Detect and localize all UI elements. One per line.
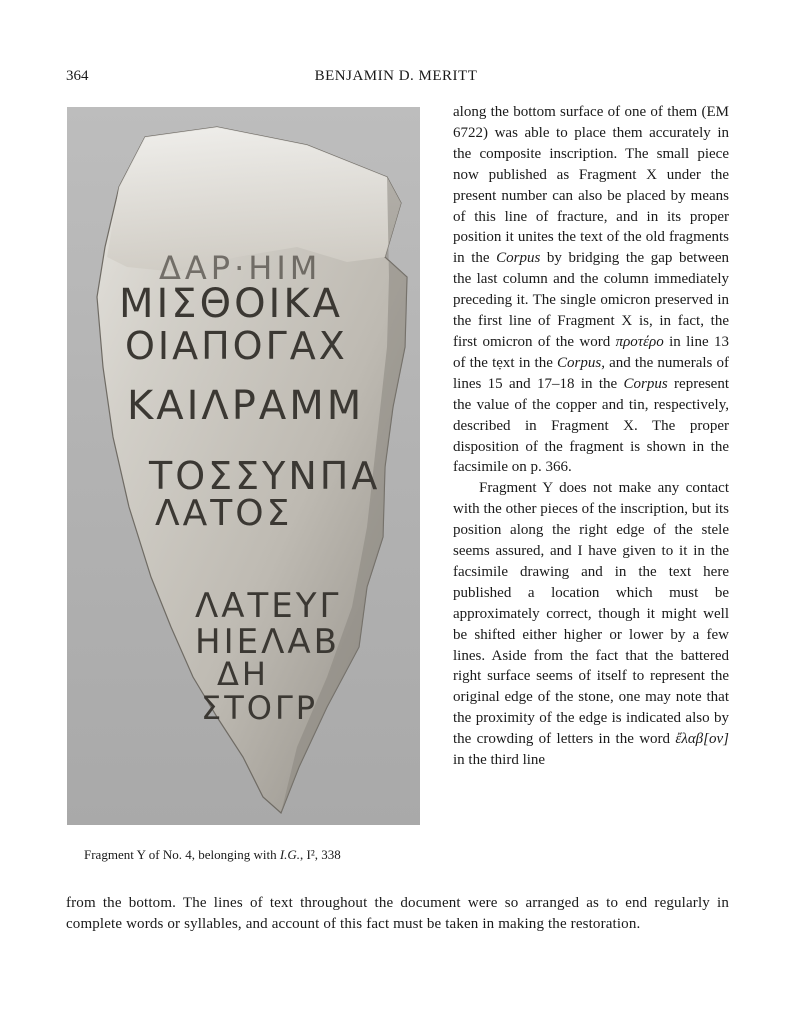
inscription-line: ΟΙΑΠΟΓΑΧ bbox=[125, 324, 348, 368]
running-head: BENJAMIN D. MERITT bbox=[314, 68, 478, 84]
stone-fragment-photograph bbox=[67, 107, 420, 825]
figure-caption: Fragment Y of No. 4, belonging with I.G., I², 338 bbox=[84, 847, 341, 862]
inscription-line: ΛΑΤΟΣ bbox=[155, 493, 293, 534]
inscription-line: ΜΙΣΘΟΙΚΑ bbox=[119, 281, 343, 327]
inscription-line: ΗΙΕΛΑΒ bbox=[195, 622, 340, 662]
page-number: 364 bbox=[66, 68, 89, 84]
right-column-text bbox=[453, 102, 729, 771]
inscription-line: ΣΤΟΓΡ bbox=[201, 689, 319, 727]
stone-fragment-drawing bbox=[67, 107, 420, 825]
full-width-text: from the bottom. The lines of text throughout the document were so arranged as to end regularly in complete words or syllables, and account of this fact must be taken in making the restoration. bbox=[66, 895, 729, 932]
inscription-line: ΚΑΙΛΡΑΜΜ bbox=[127, 383, 365, 429]
paragraph: along the bottom surface of one of them (EM 6722) was able to place them accurately in the composite inscription. The small piece now published as Fragment X under the present number can also be placed by means of this line of fracture, and in its proper position it unites the text of the old fragments in the Corpus by bridging the gap between the last column and the column immediately preceding it. The single omicron preserved in the first line of Fragment X is, in fact, the first omicron of the word προτέρο in line 13 of the tẹxt in the Corpus, and the numerals of lines 15 and 17–18 in the Corpus represent the value of the copper and tin, respectively, described in Fragment X. The proper disposition of the fragment is shown in the facsimile on p. 366. bbox=[453, 104, 730, 476]
paragraph: Fragment Y does not make any contact with the other pieces of the inscription, but its position along the right edge of the stele seems assured, and I have given to it in the facsimile drawing and in the text here published a location which must be approximately correct, though it might well be shifted either higher or lower by a few lines. Aside from the fact that the battered right surface seems of itself to represent the original edge of the stone, one may note that the proximity of the edge is indicated also by the crowding of letters in the word ἔλαβ[ον] in the third line bbox=[453, 480, 729, 769]
inscription-line: ΔΑΡ·ΗΙΜ bbox=[159, 249, 322, 287]
inscription-line: ΤΟΣΣΥΝΠΑ bbox=[149, 454, 381, 498]
inscription-line: ΔΗ bbox=[217, 655, 269, 693]
inscription-line: ΛΑΤΕΥΓ bbox=[195, 586, 342, 626]
